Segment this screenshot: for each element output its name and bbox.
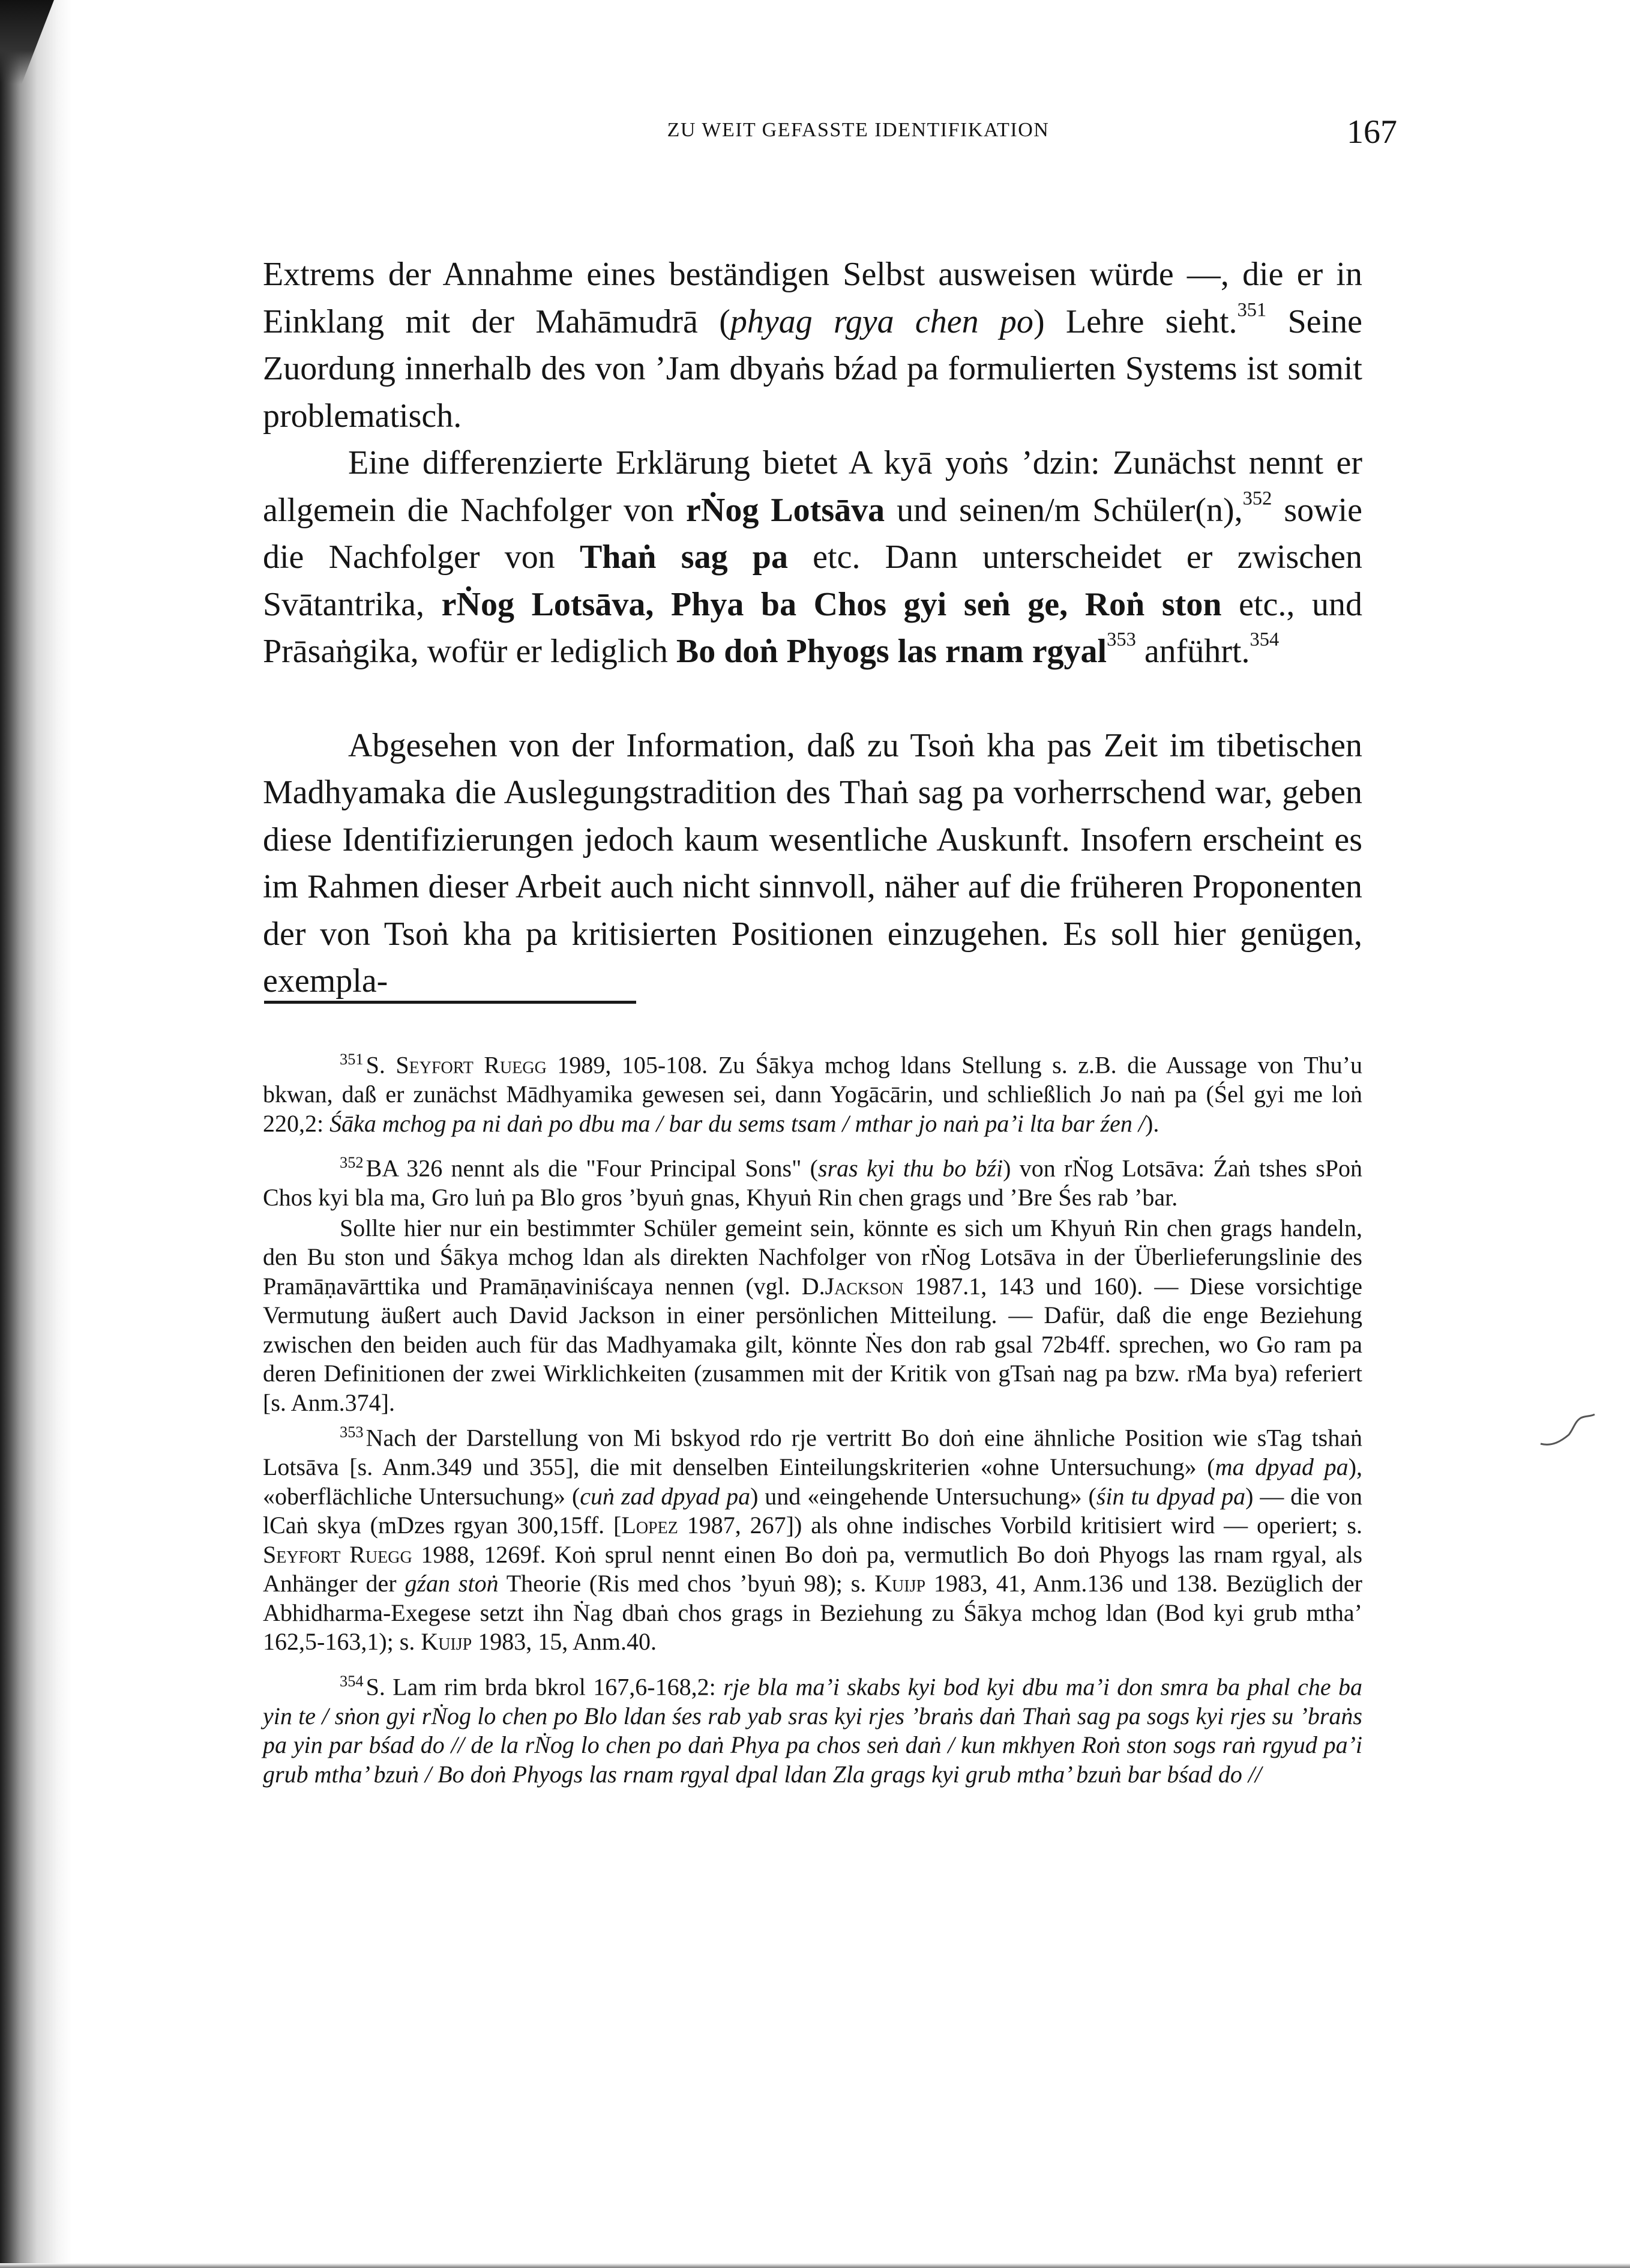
footnote-ref-351: 351 xyxy=(1237,298,1267,321)
footnote-ref-353: 353 xyxy=(1107,629,1136,651)
pencil-mark-icon xyxy=(1538,1411,1598,1453)
footnote-ref-354: 354 xyxy=(1250,629,1280,651)
paragraph-2: Eine differenzierte Erklärung bietet A kyā yoṅs ’dzin: Zunächst nennt er allgemein die Nachfolger von rṄog Lotsāva und seinen/m Schüler(n),$^{352}$ sowie die Nachfolger von Thaṅ sag pa etc. Dann unterscheidet er zwischen Svātantrika, rṄog Lotsāva, Phya ba Chos gyi seṅ ge, Roṅ ston etc., und Prāsaṅgika, wofür er lediglich Bo doṅ Phyogs las rnam rgyal$^{353}$ anführt.$^{354}$ xyxy=(263,444,1363,670)
footnote-354: $^{354}$ S. Lam rim brda bkrol 167,6-168,2: rje bla ma’i skabs kyi bod kyi dbu ma’i don smra ba phal che ba yin te / sṅon gyi rṄog lo chen po Blo ldan śes rab yab sras kyi rjes ’braṅs daṅ Thaṅ sag pa sogs kyi rjes su ’braṅs pa yin par bśad do // de la rṄog lo chen po daṅ Phya pa chos seṅ daṅ / kun mkhyen Roṅ ston sogs raṅ rgyud pa’i grub mtha’ bzuṅ / Bo doṅ Phyogs las rnam rgyal dpal ldan Zla grags kyi grub mtha’ bzuṅ bar bśad do // xyxy=(263,1671,1362,1788)
footnote-ref-352: 352 xyxy=(1242,487,1272,509)
footnote-separator xyxy=(264,1001,636,1004)
footnote-352-continued: Sollte hier nur ein bestimmter Schüler gemeint sein, könnte es sich um Khyuṅ Rin chen grags handeln, den Bu ston und Śākya mchog ldan als direkten Nachfolger von rṄog Lotsāva in der Überlieferungslinie des Pramāṇavārttika und Pramāṇaviniścaya nennen (vgl. D.Jackson 1987.1, 143 und 160). — Diese vorsichtige Vermutung äußert auch David Jackson in einer persönlichen Mitteilung. — Dafür, daß die enge Beziehung zwischen den beiden auch für das Madhyamaka gilt, könnte Ṅes don rab gsal 72b4ff. sprechen, wo Go ram pa deren Definitionen der zwei Wirklichkeiten (zusammen mit der Kritik von gTsaṅ nag pa bzw. rMa bya) referiert [s. Anm.374]. xyxy=(263,1214,1363,1416)
footnote-351: $^{351}$ S. Seyfort Ruegg 1989, 105-108. Zu Śākya mchog ldans Stellung s. z.B. die Aussage von Thu’u bkwan, daß er zunächst Mādhyamika gewesen sei, dann Yogācārin, und schließlich Jo naṅ pa (Śel gyi me loṅ 220,2: Śāka mchog pa ni daṅ po dbu ma / bar du sems tsam / mthar jo naṅ pa’i lta bar źen /). xyxy=(263,1050,1363,1137)
book-binding-shadow xyxy=(0,0,72,2268)
scan-bottom-edge xyxy=(0,2263,1630,2268)
running-head: ZU WEIT GEFASSTE IDENTIFIKATION xyxy=(667,119,1050,141)
paragraph-1: Extrems der Annahme eines beständigen Selbst ausweisen würde —, die er in Einklang mit der Mahāmudrā (phyag rgya chen po) Lehre sieht.$^{351}$ Seine Zuordung innerhalb des von ’Jam dbyaṅs bźad pa formulierten Systems ist somit problematisch. xyxy=(263,256,1362,435)
footnote-352: $^{352}$ BA 326 nennt als die "Four Principal Sons" (sras kyi thu bo bźi) von rṄog Lotsāva: Źaṅ tshes sPoṅ Chos kyi bla ma, Gro luṅ pa Blo gros ’byuṅ gnas, Khyuṅ Rin chen grags und ’Bre Śes rab ’bar. xyxy=(263,1153,1363,1211)
footnotes xyxy=(263,1045,1362,1789)
binding-notch xyxy=(0,0,54,84)
page-number: 167 xyxy=(1347,113,1397,151)
footnote-353: $^{353}$ Nach der Darstellung von Mi bskyod rdo rje vertritt Bo doṅ eine ähnliche Position wie sTag tshaṅ Lotsāva [s. Anm.349 und 355], die mit denselben Einteilungskriterien «ohne Untersuchung» (ma dpyad pa), «oberflächliche Untersuchung» (cuṅ zad dpyad pa) und «eingehende Untersuchung» (śin tu dpyad pa) — die von lCaṅ skya (mDzes rgyan 300,15ff. [Lopez 1987, 267]) als ohne indisches Vorbild kritisiert wird — operiert; s. Seyfort Ruegg 1988, 1269f. Koṅ sprul nennt einen Bo doṅ pa, vermutlich Bo doṅ Phyogs las rnam rgyal, als Anhänger der gźan stoṅ Theorie (Ris med chos ’byuṅ 98); s. Kuijp 1983, 41, Anm.136 und 138. Bezüglich der Abhidharma-Exegese setzt ihn Ṅag dbaṅ chos grags in Beziehung zu Śākya mchog ldan (Bod kyi grub mtha’ 162,5-163,1); s. Kuijp 1983, 15, Anm.40. xyxy=(263,1423,1363,1656)
paragraph-3: Abgesehen von der Information, daß zu Tsoṅ kha pas Zeit im tibetischen Madhyamaka die Auslegungstradition des Thaṅ sag pa vorherrschend war, geben diese Identifizierungen jedoch kaum wesentliche Auskunft. Insofern erscheint es im Rahmen dieser Arbeit auch nicht sinnvoll, näher auf die früheren Proponenten der von Tsoṅ kha pa kritisierten Positionen einzugehen. Es soll hier genügen, exempla- xyxy=(263,726,1362,1000)
main-text xyxy=(263,251,1362,1005)
